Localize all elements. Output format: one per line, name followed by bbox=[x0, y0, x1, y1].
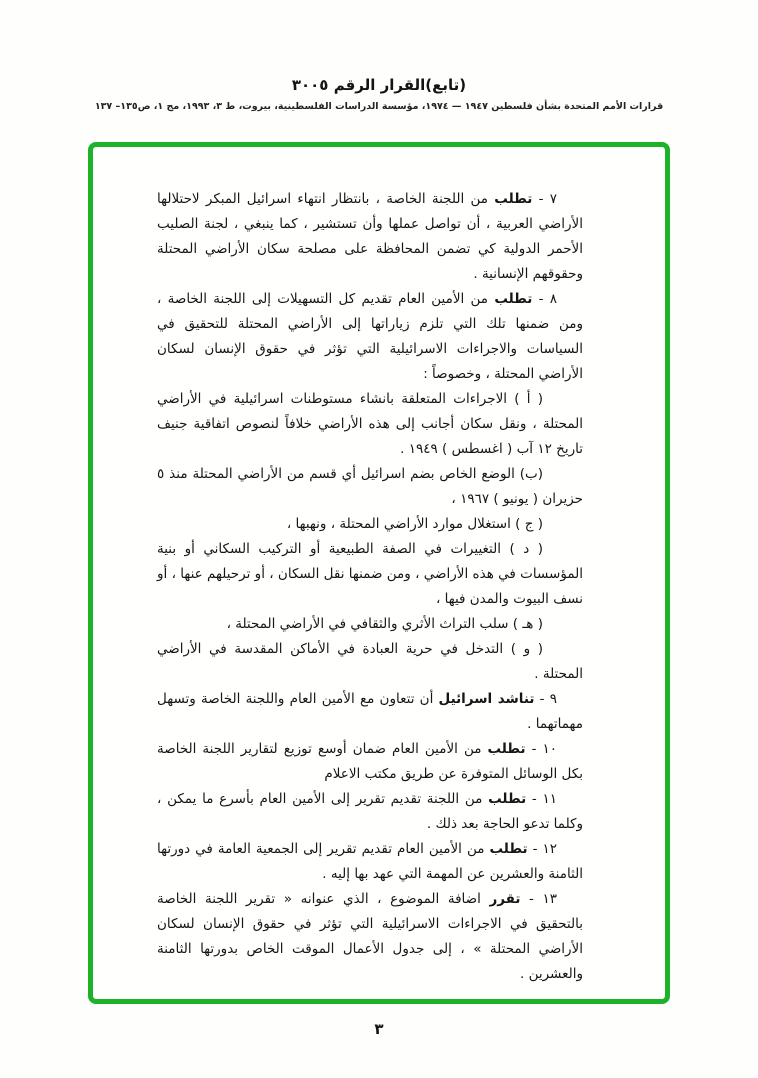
paragraph-number: ١١ - bbox=[531, 791, 558, 807]
paragraph-number: ١٣ - bbox=[529, 891, 557, 907]
paragraph-number: ( هـ ) bbox=[512, 616, 543, 632]
subitem-b bbox=[157, 462, 583, 512]
paragraph-text: استغلال موارد الأراضي المحتلة ، ونهبها ، bbox=[286, 516, 511, 532]
paragraph-text: التغييرات في الصفة الطبيعية أو التركيب السكاني أو بنية المؤسسات في هذه الأراضي ، ومن ضمنها نقل السكان ، أو ترحيلهم عنها ، أو نسف البيوت والمدن فيها ، bbox=[157, 541, 583, 607]
paragraph-number: (ب) bbox=[519, 466, 543, 482]
paragraph-number: ٩ - bbox=[539, 691, 558, 707]
green-frame bbox=[88, 142, 670, 1004]
paragraph-10 bbox=[157, 737, 583, 787]
paragraph-lead-word: تطلب bbox=[489, 841, 528, 857]
subitem-d bbox=[157, 537, 583, 612]
paragraph-text: الاجراءات المتعلقة بانشاء مستوطنات اسرائيلية في الأراضي المحتلة ، ونقل سكان أجانب إلى هذه الأراضي خلافاً لنصوص اتفاقية جنيف تاريخ ١٢ آب ( اغسطس ) ١٩٤٩ . bbox=[157, 391, 583, 457]
paragraph-text: أن تتعاون مع الأمين العام واللجنة الخاصة وتسهل مهماتهما . bbox=[157, 691, 583, 732]
paragraph-text: اضافة الموضوع ، الذي عنوانه « تقرير اللجنة الخاصة بالتحقيق في الاجراءات الاسرائيلية التي تؤثر في حقوق الإنسان لسكان الأراضي المحتلة » ، إلى جدول الأعمال الموقت الخاص بدورتها الثامنة والعشرين . bbox=[157, 891, 583, 982]
source-citation: قرارات الأمم المتحدة بشأن فلسطين ١٩٤٧ — ١٩٧٤، مؤسسة الدراسات الفلسطينية، بيروت، ط ٣، ١٩٩٣، مج ١، ص١٣٥– ١٣٧ bbox=[94, 101, 664, 112]
resolution-body bbox=[157, 187, 583, 987]
paragraph-text: من الأمين العام ضمان أوسع توزيع لتقارير اللجنة الخاصة بكل الوسائل المتوفرة عن طريق مكتب الاعلام bbox=[157, 741, 583, 782]
paragraph-text: من اللجنة الخاصة ، بانتظار انتهاء اسرائيل المبكر لاحتلالها الأراضي العربية ، أن تواصل عملها وأن تستشير ، كما ينبغي ، لجنة الصليب الأحمر الدولية كي تضمن المحافظة على مصلحة سكان الأراضي المحتلة وحقوقهم الإنسانية . bbox=[157, 191, 583, 282]
paragraph-lead-word: تطلب bbox=[487, 741, 526, 757]
page-number: ٣ bbox=[374, 1020, 384, 1038]
paragraph-text: التدخل في حرية العبادة في الأماكن المقدسة في الأراضي المحتلة . bbox=[157, 641, 583, 682]
subitem-a bbox=[157, 387, 583, 462]
subitem-j bbox=[157, 512, 583, 537]
paragraph-lead-word: تناشد اسرائيل bbox=[438, 691, 535, 707]
paragraph-12 bbox=[157, 837, 583, 887]
paragraph-lead-word: تطلب bbox=[494, 291, 533, 307]
subitem-w bbox=[157, 637, 583, 687]
paragraph-text: من الأمين العام تقديم كل التسهيلات إلى اللجنة الخاصة ، ومن ضمنها تلك التي تلزم زياراتها إلى الأراضي المحتلة للتحقيق في السياسات والاجراءات الاسرائيلية التي تؤثر في حقوق الإنسان لسكان الأراضي المحتلة ، وخصوصاً : bbox=[157, 291, 583, 382]
paragraph-8 bbox=[157, 287, 583, 387]
paragraph-lead-word: تقرر bbox=[489, 891, 521, 907]
paragraph-number: ( د ) bbox=[509, 541, 544, 557]
subitem-h bbox=[157, 612, 583, 637]
paragraph-text: سلب التراث الأثري والثقافي في الأراضي المحتلة ، bbox=[226, 616, 509, 632]
paragraph-number: ١٢ - bbox=[532, 841, 558, 857]
paragraph-number: ١٠ - bbox=[531, 741, 557, 757]
paragraph-13 bbox=[157, 887, 583, 987]
paragraph-7 bbox=[157, 187, 583, 287]
paragraph-text: من اللجنة تقديم تقرير إلى الأمين العام بأسرع ما يمكن ، وكلما تدعو الحاجة بعد ذلك . bbox=[157, 791, 583, 832]
paragraph-number: ٨ - bbox=[538, 291, 558, 307]
paragraph-number: ( أ ) bbox=[514, 391, 544, 407]
paragraph-lead-word: تطلب bbox=[494, 191, 533, 207]
paragraph-text: من الأمين العام تقديم تقرير إلى الجمعية العامة في دورتها الثامنة والعشرين عن المهمة التي عهد بها إليه . bbox=[157, 841, 583, 882]
resolution-title: (تابع)القرار الرقم ٣٠٠٥ bbox=[291, 76, 467, 94]
paragraph-number: ٧ - bbox=[538, 191, 558, 207]
paragraph-9 bbox=[157, 687, 583, 737]
page-header bbox=[0, 76, 758, 112]
paragraph-number: ( ج ) bbox=[515, 516, 543, 532]
paragraph-lead-word: تطلب bbox=[488, 791, 527, 807]
paragraph-number: ( و ) bbox=[510, 641, 544, 657]
paragraph-11 bbox=[157, 787, 583, 837]
paragraph-text: الوضع الخاص بضم اسرائيل أي قسم من الأراضي المحتلة منذ ٥ حزيران ( يونيو ) ١٩٦٧ ، bbox=[157, 466, 583, 507]
